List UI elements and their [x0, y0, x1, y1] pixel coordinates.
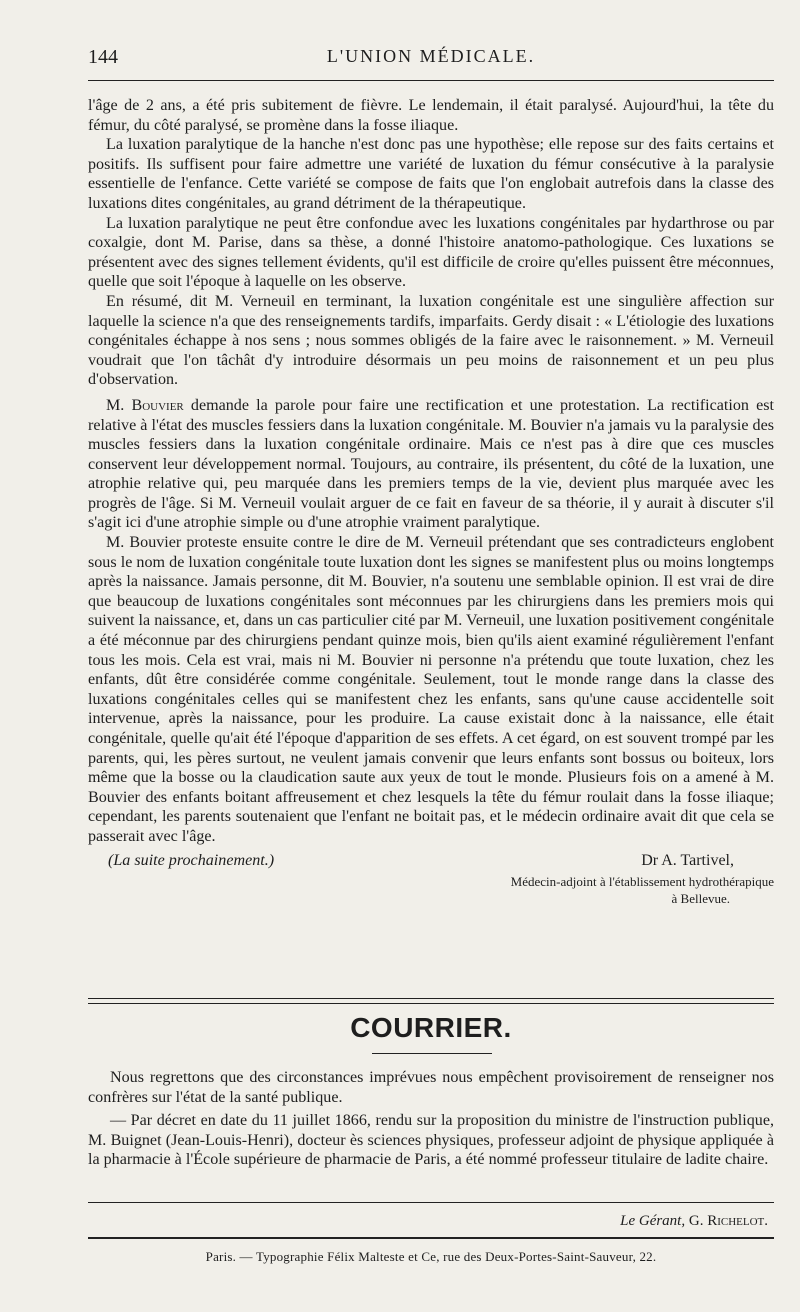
courrier-paragraph-2: — Par décret en date du 11 juillet 1866, rendu sur la proposition du ministre de l'instruction publique, M. Buignet (Jean-Louis-Henri), docteur ès sciences physiques, professeur adjoint de physique appliquée à la pharmacie à l'École supérieure de pharmacie de Paris, a été nommé professeur titulaire de ladite chaire. [88, 1112, 774, 1169]
continuation-note: (La suite prochainement.) [108, 851, 275, 869]
paragraph-2: La luxation paralytique de la hanche n'est donc pas une hypothèse; elle repose sur des faits certains et positifs. Ils suffisent pour faire admettre une variété de luxation du fémur consécutive à la paralysie essentielle de l'enfance. Cette variété se compose de faits que l'on englobait autrefois dans la classe des luxations dites congénitales, au grand détriment de la thérapeutique. [88, 136, 774, 212]
courrier-underline [372, 1053, 492, 1054]
author-affiliation [511, 873, 774, 907]
paragraph-5 [88, 396, 774, 533]
affiliation-line-2: à Bellevue. [671, 890, 730, 906]
paragraph-4: En résumé, dit M. Verneuil en terminant, la luxation congénitale est une singulière affection sur laquelle la science n'a que des renseignements tardifs, imparfaits. Gerdy disait : « L'étiologie des luxations congénitales échappe à nos sens ; nous sommes obligés de la faire avec le raisonnement. » M. Verneuil voudrait que l'on tâchât d'y introduire désormais un peu moins de raisonnement et un peu plus d'observation. [88, 292, 774, 389]
courrier-heading: COURRIER. [350, 1012, 512, 1043]
running-title: L'UNION MÉDICALE. [326, 46, 536, 66]
gerant-signature [620, 1213, 768, 1230]
header-rule [88, 80, 774, 81]
gerant-label: Le Gérant, [620, 1213, 686, 1229]
signature-block [88, 851, 774, 913]
paragraph-6: M. Bouvier proteste ensuite contre le dire de M. Verneuil prétendant que ses contradicteurs englobent sous le nom de luxation congénitale toute luxation dont les signes se manifestent plus ou moins longtemps après la naissance. Jamais personne, dit M. Bouvier, n'a soutenu une semblable opinion. Il est vrai de dire que beaucoup de luxations congénitales sont méconnues par les chirurgiens dans les premiers mois qui suivent la naissance, et, dans un cas particulier cité par M. Verneuil, une luxation positivement congénitale a été méconnue par des chirurgiens pendant quinze mois, bien qu'ils aient examiné régulièrement l'enfant tous les mois. Cela est vrai, mais ni M. Bouvier ni personne n'a prétendu que toute luxation, chez les enfants, dût être considérée comme congénitale. Seulement, tout le monde range dans la classe des luxations congénitales celles qui se manifestent chez les enfants, sans qu'une cause accidentelle soit intervenue, après la naissance, pour les produire. La cause existait donc à la naissance, elle était congénitale, quelle qu'ait été l'époque d'apparition de ses effets. A cet égard, on est souvent trompé par les parents, qui, les pères surtout, ne veulent jamais convenir que leurs enfants sont bossus ou boiteux, lors même que la bosse ou la claudication saute aux yeux de tout le monde. Plusieurs fois on a amené à M. Bouvier des enfants boitant affreusement et chez lesquels la tête du fémur roulait dans la fosse iliaque; cependant, les parents soutenaient que l'enfant ne boitait pas, et le médecin ordinaire avait dit que cela se passerait avec l'âge. [88, 534, 774, 845]
author-signature: Dr A. Tartivel, [641, 851, 734, 869]
gerant-name: G. Richelot. [688, 1213, 768, 1229]
article-body [88, 96, 774, 913]
courrier-paragraph-1: Nous regrettons que des circonstances imprévues nous empêchent provisoirement de renseigner nos confrères sur l'état de la santé publique. [88, 1069, 774, 1106]
speaker-name: M. Bouvier [106, 396, 184, 414]
paragraph-1: l'âge de 2 ans, a été pris subitement de fièvre. Le lendemain, il était paralysé. Aujourd'hui, la tête du fémur, du côté paralysé, se promène dans la fosse iliaque. [88, 97, 774, 134]
printer-imprint: Paris. — Typographie Félix Malteste et Ce, rue des Deux-Portes-Saint-Sauveur, 22. [205, 1249, 657, 1264]
courrier-body [88, 1068, 774, 1174]
footer-rule-top [88, 1202, 774, 1203]
page-number: 144 [88, 46, 118, 68]
section-divider-top [88, 998, 774, 999]
page-header [88, 46, 774, 72]
paragraph-5-text: demande la parole pour faire une rectification et une protestation. La rectification est relative à l'état des muscles fessiers dans la luxation congénitale. M. Bouvier n'a jamais vu la paralysie des muscles fessiers dans la luxation congénitale ordinaire. Mais ce n'est pas à dire que ces muscles conservent leur développement normal. Toujours, au contraire, ils présentent, du côté de la luxation, une atrophie relative qui, peu marquée dans les premiers temps de la vie, devient plus marquée avec les progrès de l'âge. Si M. Verneuil voulait arguer de ce fait en faveur de sa théorie, il y aurait à discuter s'il s'agit ici d'une atrophie simple ou d'une atrophie vraiment paralytique. [88, 396, 774, 532]
affiliation-line-1: Médecin-adjoint à l'établissement hydrothérapique [510, 873, 774, 889]
footer-rule-bottom [88, 1237, 774, 1239]
section-divider-bottom [88, 1003, 774, 1004]
paragraph-3: La luxation paralytique ne peut être confondue avec les luxations congénitales par hydarthrose ou par coxalgie, dont M. Parise, dans sa thèse, a donné l'histoire anatomo-pathologique. Ces luxations se présentent avec des signes tellement évidents, qu'il est difficile de croire qu'elles puissent être méconnues, quelle que soit l'époque à laquelle on les observe. [88, 214, 774, 291]
